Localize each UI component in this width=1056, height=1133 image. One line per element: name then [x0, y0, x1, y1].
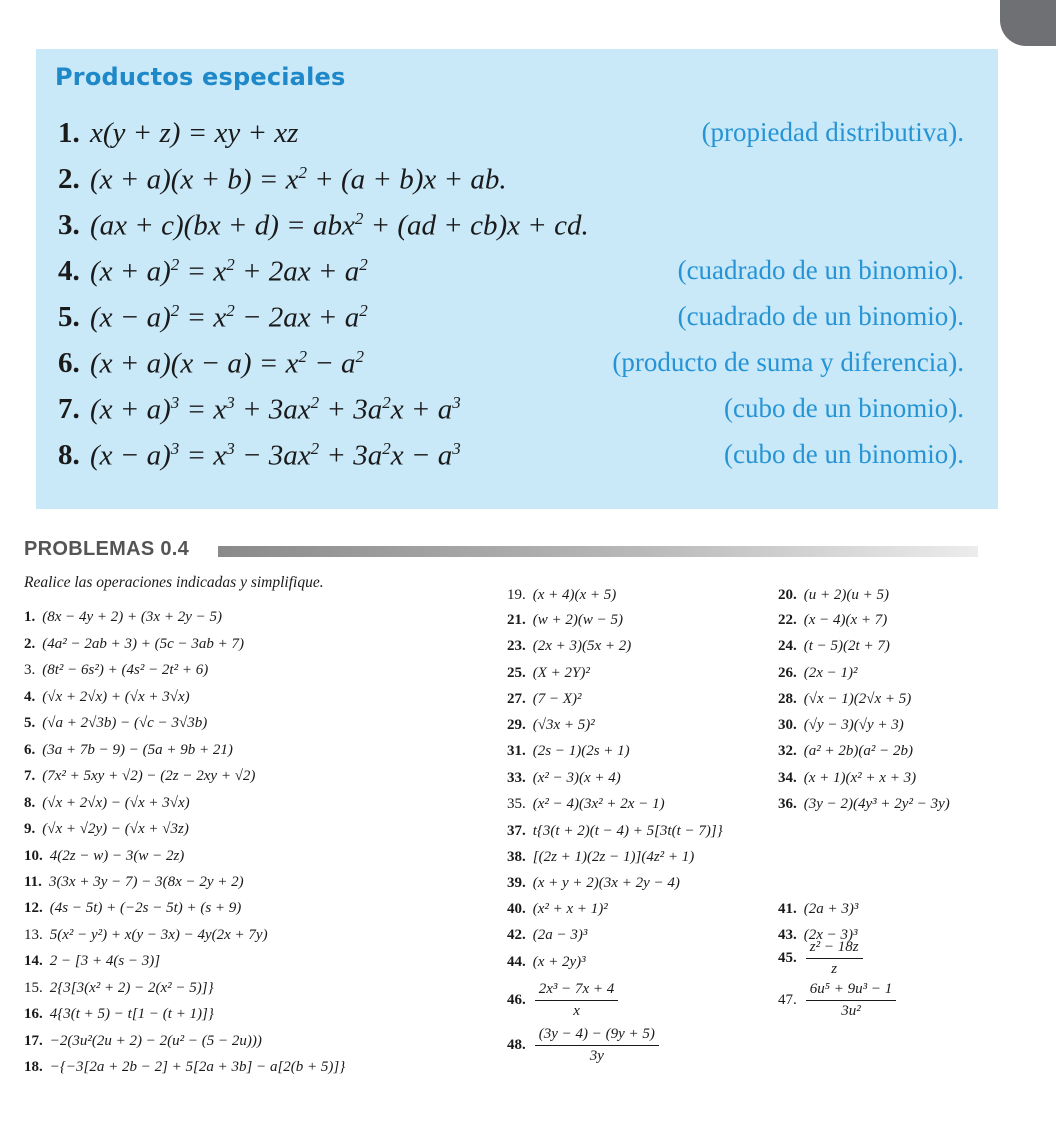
problem-expression: (x² + x + 1)²	[532, 901, 608, 917]
problem-number: 25.	[507, 665, 526, 681]
special-product-formula: $(x - a)^2 = x^2 - 2ax + a^2$	[90, 301, 368, 334]
problem-item	[778, 690, 911, 708]
special-product-row	[58, 209, 964, 245]
fraction-denominator: 3y	[589, 1048, 604, 1064]
problem-expression: (x + 1)(x² + x + 3)	[803, 770, 917, 786]
special-product-note: (propiedad distributiva).	[701, 117, 964, 147]
problem-expression: (3y − 2)(4y³ + 2y² − 3y)	[803, 796, 950, 812]
special-product-note: (cuadrado de un binomio).	[677, 301, 964, 331]
problem-expression: (x + 2y)³	[532, 954, 586, 970]
problem-item	[24, 688, 190, 706]
problem-expression: (2a + 3)³	[803, 901, 859, 917]
problem-expression: 2 − [3 + 4(s − 3)]	[49, 953, 161, 969]
problem-expression: (2a − 3)³	[532, 927, 588, 943]
problem-number: 45.	[778, 949, 797, 966]
problem-item	[778, 611, 887, 629]
special-product-number: 8.	[58, 439, 80, 471]
special-product-number: 6.	[58, 347, 80, 379]
special-product-number: 1.	[58, 117, 80, 149]
special-product-row	[58, 255, 964, 291]
problem-item	[507, 874, 680, 892]
fraction-denominator: 3u²	[841, 1003, 861, 1019]
problem-number: 2.	[24, 636, 36, 652]
problem-item	[778, 900, 858, 918]
fraction-denominator: x	[573, 1003, 580, 1019]
fraction-denominator: z	[831, 961, 838, 977]
special-product-note: (cuadrado de un binomio).	[677, 255, 964, 285]
problem-expression: (4s − 5t) + (−2s − 5t) + (s + 9)	[49, 900, 242, 916]
fraction-numerator: 2x³ − 7x + 4	[535, 980, 619, 1001]
problem-item	[507, 586, 616, 604]
problem-item	[24, 873, 244, 891]
problem-fraction	[806, 980, 896, 1021]
problem-number: 1.	[24, 609, 36, 625]
problem-expression: (3a + 7b − 9) − (5a + 9b + 21)	[42, 742, 233, 758]
problem-expression: [(2z + 1)(2z − 1)](4z² + 1)	[532, 849, 695, 865]
special-product-row	[58, 439, 964, 475]
problem-number: 34.	[778, 770, 797, 786]
problem-number: 11.	[24, 874, 42, 890]
problem-number: 28.	[778, 691, 797, 707]
special-product-formula: $(x + a)(x + b) = x^2 + (a + b)x$ + ab.	[90, 163, 507, 196]
problem-expression: (u + 2)(u + 5)	[803, 587, 889, 603]
problem-item	[507, 637, 631, 655]
problem-item	[507, 611, 623, 629]
problem-number: 17.	[24, 1033, 43, 1049]
problem-item	[778, 769, 916, 787]
corner-tab	[1000, 0, 1056, 46]
problem-item	[507, 900, 608, 918]
problem-item	[24, 635, 244, 653]
problem-item	[507, 769, 621, 787]
problem-item	[507, 953, 586, 971]
problem-item	[507, 716, 595, 734]
fraction-numerator: (3y − 4) − (9y + 5)	[535, 1025, 659, 1046]
problem-item	[24, 847, 184, 865]
problem-expression: −{−3[2a + 2b − 2] + 5[2a + 3b] − a[2(b + 5)]}	[49, 1059, 346, 1075]
special-product-number: 5.	[58, 301, 80, 333]
special-product-number: 7.	[58, 393, 80, 425]
problem-number: 43.	[778, 927, 797, 943]
special-product-note: (producto de suma y diferencia).	[612, 347, 964, 377]
problem-expression: 2{3[3(x² + 2) − 2(x² − 5)]}	[49, 980, 214, 996]
problem-number: 19.	[507, 587, 526, 603]
problem-item	[507, 980, 618, 1021]
problems-header-bar	[218, 546, 978, 557]
problem-number: 46.	[507, 991, 526, 1008]
problem-number: 16.	[24, 1006, 43, 1022]
problem-item	[24, 741, 233, 759]
problem-item	[507, 690, 582, 708]
problem-item	[507, 1025, 659, 1066]
problem-expression: (X + 2Y)²	[532, 665, 590, 681]
problem-fraction	[535, 980, 619, 1021]
problem-item	[24, 661, 208, 679]
special-product-formula: (ax + c)(bx + d) = abx$^2$ + (ad + cb)x + cd.	[90, 209, 589, 242]
problem-number: 42.	[507, 927, 526, 943]
problem-expression: (x + 4)(x + 5)	[532, 587, 617, 603]
problem-number: 7.	[24, 768, 36, 784]
special-product-formula: $(x + a)(x - a) = x^2 - a^2$	[90, 347, 365, 380]
problem-item	[778, 980, 896, 1021]
problem-number: 20.	[778, 587, 797, 603]
problem-expression: (√y − 3)(√y + 3)	[803, 717, 904, 733]
problem-expression: (2x − 3)³	[803, 927, 858, 943]
problem-number: 32.	[778, 743, 797, 759]
problem-expression: (√3x + 5)²	[532, 717, 595, 733]
problem-number: 4.	[24, 689, 36, 705]
problem-number: 10.	[24, 848, 43, 864]
problem-item	[24, 926, 268, 944]
problem-expression: (x² − 3)(x + 4)	[532, 770, 621, 786]
problems-instructions: Realice las operaciones indicadas y simplifique.	[24, 574, 324, 591]
special-product-row	[58, 117, 964, 153]
special-products-box	[36, 49, 998, 509]
problem-number: 33.	[507, 770, 526, 786]
problem-expression: 4{3(t + 5) − t[1 − (t + 1)]}	[49, 1006, 214, 1022]
problem-item	[507, 742, 630, 760]
problem-number: 29.	[507, 717, 526, 733]
problem-number: 3.	[24, 662, 36, 678]
problem-item	[507, 848, 694, 866]
problem-expression: (x² − 4)(3x² + 2x − 1)	[532, 796, 665, 812]
special-product-number: 3.	[58, 209, 80, 241]
problem-number: 39.	[507, 875, 526, 891]
problem-item	[24, 979, 214, 997]
problem-number: 27.	[507, 691, 526, 707]
problem-number: 6.	[24, 742, 36, 758]
problem-item	[24, 714, 207, 732]
problem-number: 23.	[507, 638, 526, 654]
problem-expression: (√x + √2y) − (√x + √3z)	[42, 821, 189, 837]
problem-expression: (7x² + 5xy + √2) − (2z − 2xy + √2)	[42, 768, 256, 784]
problem-expression: (√x − 1)(2√x + 5)	[803, 691, 912, 707]
special-product-formula: $(x - a)^3 = x^3 - 3ax^2 + 3a^2x - a^3$	[90, 439, 461, 472]
problem-item	[778, 795, 950, 813]
problem-number: 48.	[507, 1036, 526, 1053]
problems-header: PROBLEMAS 0.4	[24, 538, 190, 560]
problem-expression: 4(2z − w) − 3(w − 2z)	[49, 848, 185, 864]
problem-number: 35.	[507, 796, 526, 812]
problem-number: 15.	[24, 980, 43, 996]
problem-number: 5.	[24, 715, 36, 731]
problem-item	[778, 716, 904, 734]
problem-number: 22.	[778, 612, 797, 628]
problem-number: 38.	[507, 849, 526, 865]
problem-number: 8.	[24, 795, 36, 811]
problem-item	[24, 1005, 214, 1023]
problem-expression: (4a² − 2ab + 3) + (5c − 3ab + 7)	[42, 636, 244, 652]
problem-number: 41.	[778, 901, 797, 917]
problem-number: 24.	[778, 638, 797, 654]
problem-number: 26.	[778, 665, 797, 681]
special-product-row	[58, 301, 964, 337]
problem-item	[24, 820, 189, 838]
problem-expression: (w + 2)(w − 5)	[532, 612, 623, 628]
problem-number: 40.	[507, 901, 526, 917]
problem-item	[24, 608, 222, 626]
problem-item	[24, 794, 190, 812]
special-product-formula: $(x + a)^3 = x^3 + 3ax^2 + 3a^2x + a^3$	[90, 393, 461, 426]
problem-item	[507, 795, 665, 813]
problem-expression: t{3(t + 2)(t − 4) + 5[3t(t − 7)]}	[532, 823, 723, 839]
problem-number: 36.	[778, 796, 797, 812]
problem-item	[24, 1032, 262, 1050]
problem-expression: (2s − 1)(2s + 1)	[532, 743, 630, 759]
fraction-numerator: z² − 18z	[806, 938, 863, 959]
special-product-row	[58, 163, 964, 199]
problem-number: 18.	[24, 1059, 43, 1075]
problem-fraction	[535, 1025, 659, 1066]
problem-item	[24, 1058, 345, 1076]
problem-expression: 3(3x + 3y − 7) − 3(8x − 2y + 2)	[48, 874, 244, 890]
problem-expression: (t − 5)(2t + 7)	[803, 638, 890, 654]
problem-expression: (√x + 2√x) + (√x + 3√x)	[42, 689, 190, 705]
problem-expression: (x − 4)(x + 7)	[803, 612, 888, 628]
special-product-note: (cubo de un binomio).	[724, 393, 964, 423]
problem-expression: 5(x² − y²) + x(y − 3x) − 4y(2x + 7y)	[49, 927, 268, 943]
special-product-row	[58, 347, 964, 383]
problem-item	[507, 926, 587, 944]
problem-expression: (2x − 1)²	[803, 665, 858, 681]
special-product-note: (cubo de un binomio).	[724, 439, 964, 469]
problem-item	[778, 637, 890, 655]
problem-number: 31.	[507, 743, 526, 759]
problem-number: 14.	[24, 953, 43, 969]
special-product-formula: $(x + a)^2 = x^2 + 2ax + a^2$	[90, 255, 368, 288]
problem-expression: (x + y + 2)(3x + 2y − 4)	[532, 875, 680, 891]
problem-item	[24, 767, 255, 785]
problem-number: 30.	[778, 717, 797, 733]
problem-item	[507, 664, 590, 682]
problem-expression: −2(3u²(2u + 2) − 2(u² − (5 − 2u)))	[49, 1033, 262, 1049]
problem-expression: (a² + 2b)(a² − 2b)	[803, 743, 913, 759]
special-product-number: 2.	[58, 163, 80, 195]
problem-fraction	[806, 938, 863, 979]
problem-expression: (8t² − 6s²) + (4s² − 2t² + 6)	[42, 662, 209, 678]
problem-item	[778, 664, 858, 682]
problem-expression: (8x − 4y + 2) + (3x + 2y − 5)	[42, 609, 222, 625]
problem-item	[24, 899, 241, 917]
problem-expression: (√a + 2√3b) − (√c − 3√3b)	[42, 715, 208, 731]
problem-item	[778, 742, 913, 760]
problem-number: 9.	[24, 821, 36, 837]
special-product-formula: x(y + z) = xy + xz	[90, 117, 299, 149]
problem-expression: (7 − X)²	[532, 691, 582, 707]
problem-number: 13.	[24, 927, 43, 943]
problem-item	[24, 952, 160, 970]
special-products-title: Productos especiales	[55, 63, 346, 91]
problem-item	[778, 938, 863, 979]
problem-expression: (2x + 3)(5x + 2)	[532, 638, 632, 654]
special-product-row	[58, 393, 964, 429]
problem-number: 21.	[507, 612, 526, 628]
problem-item	[778, 586, 889, 604]
special-product-number: 4.	[58, 255, 80, 287]
problem-number: 47.	[778, 991, 797, 1008]
fraction-numerator: 6u⁵ + 9u³ − 1	[806, 980, 896, 1001]
problem-expression: (√x + 2√x) − (√x + 3√x)	[42, 795, 190, 811]
problem-number: 12.	[24, 900, 43, 916]
problem-item	[507, 822, 723, 840]
problem-number: 44.	[507, 954, 526, 970]
problem-number: 37.	[507, 823, 526, 839]
